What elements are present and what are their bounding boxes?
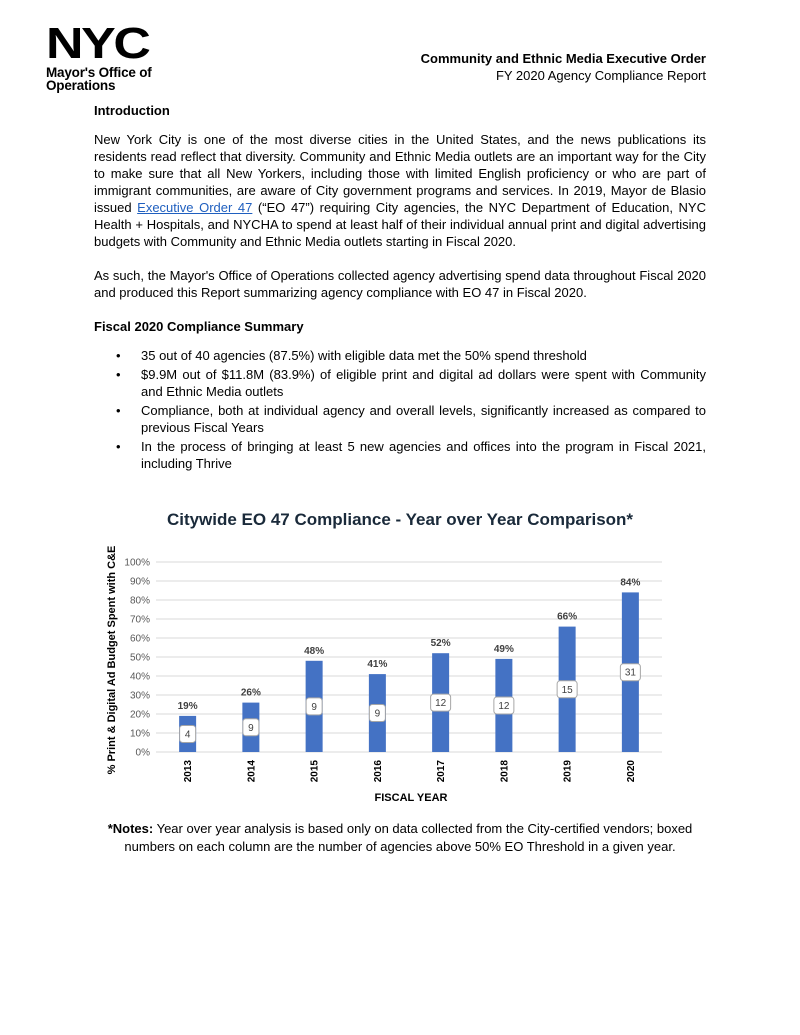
- notes-label: *Notes:: [107, 821, 154, 836]
- agency-count-label: 31: [624, 667, 636, 679]
- x-tick-label: 2013: [183, 760, 195, 783]
- summary-bullet: • In the process of bringing at least 5 new agencies and offices into the program in Fiscal 2021, including Thrive: [94, 438, 706, 472]
- nyc-logo: [46, 19, 170, 93]
- bar-value-label: 84%: [620, 577, 641, 589]
- y-tick-label: 70%: [129, 614, 150, 626]
- y-tick-label: 10%: [129, 728, 150, 740]
- logo-subtitle-line-1: Mayor's Office of: [46, 65, 152, 80]
- y-tick-label: 20%: [129, 709, 150, 721]
- document-subtitle: FY 2020 Agency Compliance Report: [495, 68, 706, 83]
- y-tick-label: 50%: [129, 652, 150, 664]
- agency-count-label: 9: [374, 708, 381, 720]
- logo-subtitle-line-2: Operations: [46, 78, 116, 93]
- agency-count-label: 4: [184, 729, 191, 741]
- x-tick-label: 2018: [499, 760, 511, 783]
- nyc-logo-mark: NYC: [46, 19, 149, 68]
- bar-value-label: 48%: [304, 645, 325, 657]
- y-tick-label: 100%: [124, 557, 150, 569]
- agency-count-label: 9: [311, 701, 317, 713]
- intro-text-before-link: New York City is one of the most diverse cities in the United States, and the news publications its residents read reflect that diversity. Community and Ethnic Media outlets are an important way for the City to make sure that all New Yorkers, including those with limited English proficiency or who are part of immigrant communities, are aware of City government programs and services. In 2019, Mayor de Blasio issued: [94, 132, 706, 215]
- intro-paragraph-1: [94, 131, 706, 250]
- agency-count-label: 15: [561, 684, 573, 696]
- executive-order-47-link[interactable]: Executive Order 47: [137, 200, 253, 215]
- bar-value-label: 26%: [240, 687, 261, 699]
- agency-count-label: 9: [248, 722, 254, 734]
- agency-count-label: 12: [435, 698, 447, 710]
- x-tick-label: 2016: [372, 760, 384, 783]
- y-axis-label: % Print & Digital Ad Budget Spent with C&E: [106, 545, 118, 775]
- bar-value-label: 66%: [557, 611, 578, 623]
- y-tick-label: 0%: [135, 747, 150, 759]
- x-tick-label: 2019: [562, 760, 574, 783]
- chart-notes: [96, 820, 704, 856]
- bar-value-label: 52%: [430, 638, 451, 650]
- bar-value-label: 49%: [493, 643, 514, 655]
- y-tick-label: 40%: [129, 671, 150, 683]
- x-tick-label: 2020: [625, 760, 637, 783]
- summary-bullet: • Compliance, both at individual agency and overall levels, significantly increased as compared to previous Fiscal Years: [94, 402, 706, 436]
- intro-heading: Introduction: [94, 103, 170, 118]
- summary-bullet: • 35 out of 40 agencies (87.5%) with eligible data met the 50% spend threshold: [94, 347, 706, 364]
- document-header: [421, 50, 706, 84]
- bar-value-label: 41%: [367, 659, 388, 671]
- y-tick-label: 60%: [129, 633, 150, 645]
- chart-gridlines: [156, 562, 662, 752]
- y-tick-label: 30%: [129, 690, 150, 702]
- notes-text: Year over year analysis is based only on data collected from the City-certified vendors; boxed numbers on each column are the number of agencies above 50% EO Threshold in a given year.: [124, 821, 693, 854]
- x-tick-label: 2017: [436, 760, 448, 783]
- report-body: [94, 102, 706, 474]
- x-tick-label: 2015: [309, 760, 321, 783]
- agency-count-label: 12: [498, 700, 510, 712]
- x-axis-label: FISCAL YEAR: [374, 792, 448, 804]
- bar-value-label: 19%: [177, 700, 198, 712]
- x-tick-label: 2014: [246, 760, 258, 783]
- summary-bullet-list: [94, 347, 706, 472]
- document-title: Community and Ethnic Media Executive Order: [420, 51, 706, 66]
- intro-paragraph-2: As such, the Mayor's Office of Operations collected agency advertising spend data throughout Fiscal 2020 and produced this Report summarizing agency compliance with EO 47 in Fiscal 2020.: [94, 268, 706, 300]
- logo-subtitle: [46, 66, 170, 92]
- summary-heading: Fiscal 2020 Compliance Summary: [94, 319, 304, 334]
- summary-bullet: • $9.9M out of $11.8M (83.9%) of eligible print and digital ad dollars were spent with Community and Ethnic Media outlets: [94, 366, 706, 400]
- intro-text-after-link: (“EO 47”) requiring City agencies, the NYC Department of Education, NYC Health + Hospitals, and NYCHA to spend at least half of their individual annual print and digital advertising budgets with Community and Ethnic Media outlets starting in Fiscal 2020.: [94, 200, 706, 249]
- compliance-bar-chart: [94, 535, 706, 805]
- chart-title: Citywide EO 47 Compliance - Year over Year Comparison*: [166, 510, 634, 529]
- y-tick-label: 90%: [129, 576, 150, 588]
- y-tick-label: 80%: [129, 595, 150, 607]
